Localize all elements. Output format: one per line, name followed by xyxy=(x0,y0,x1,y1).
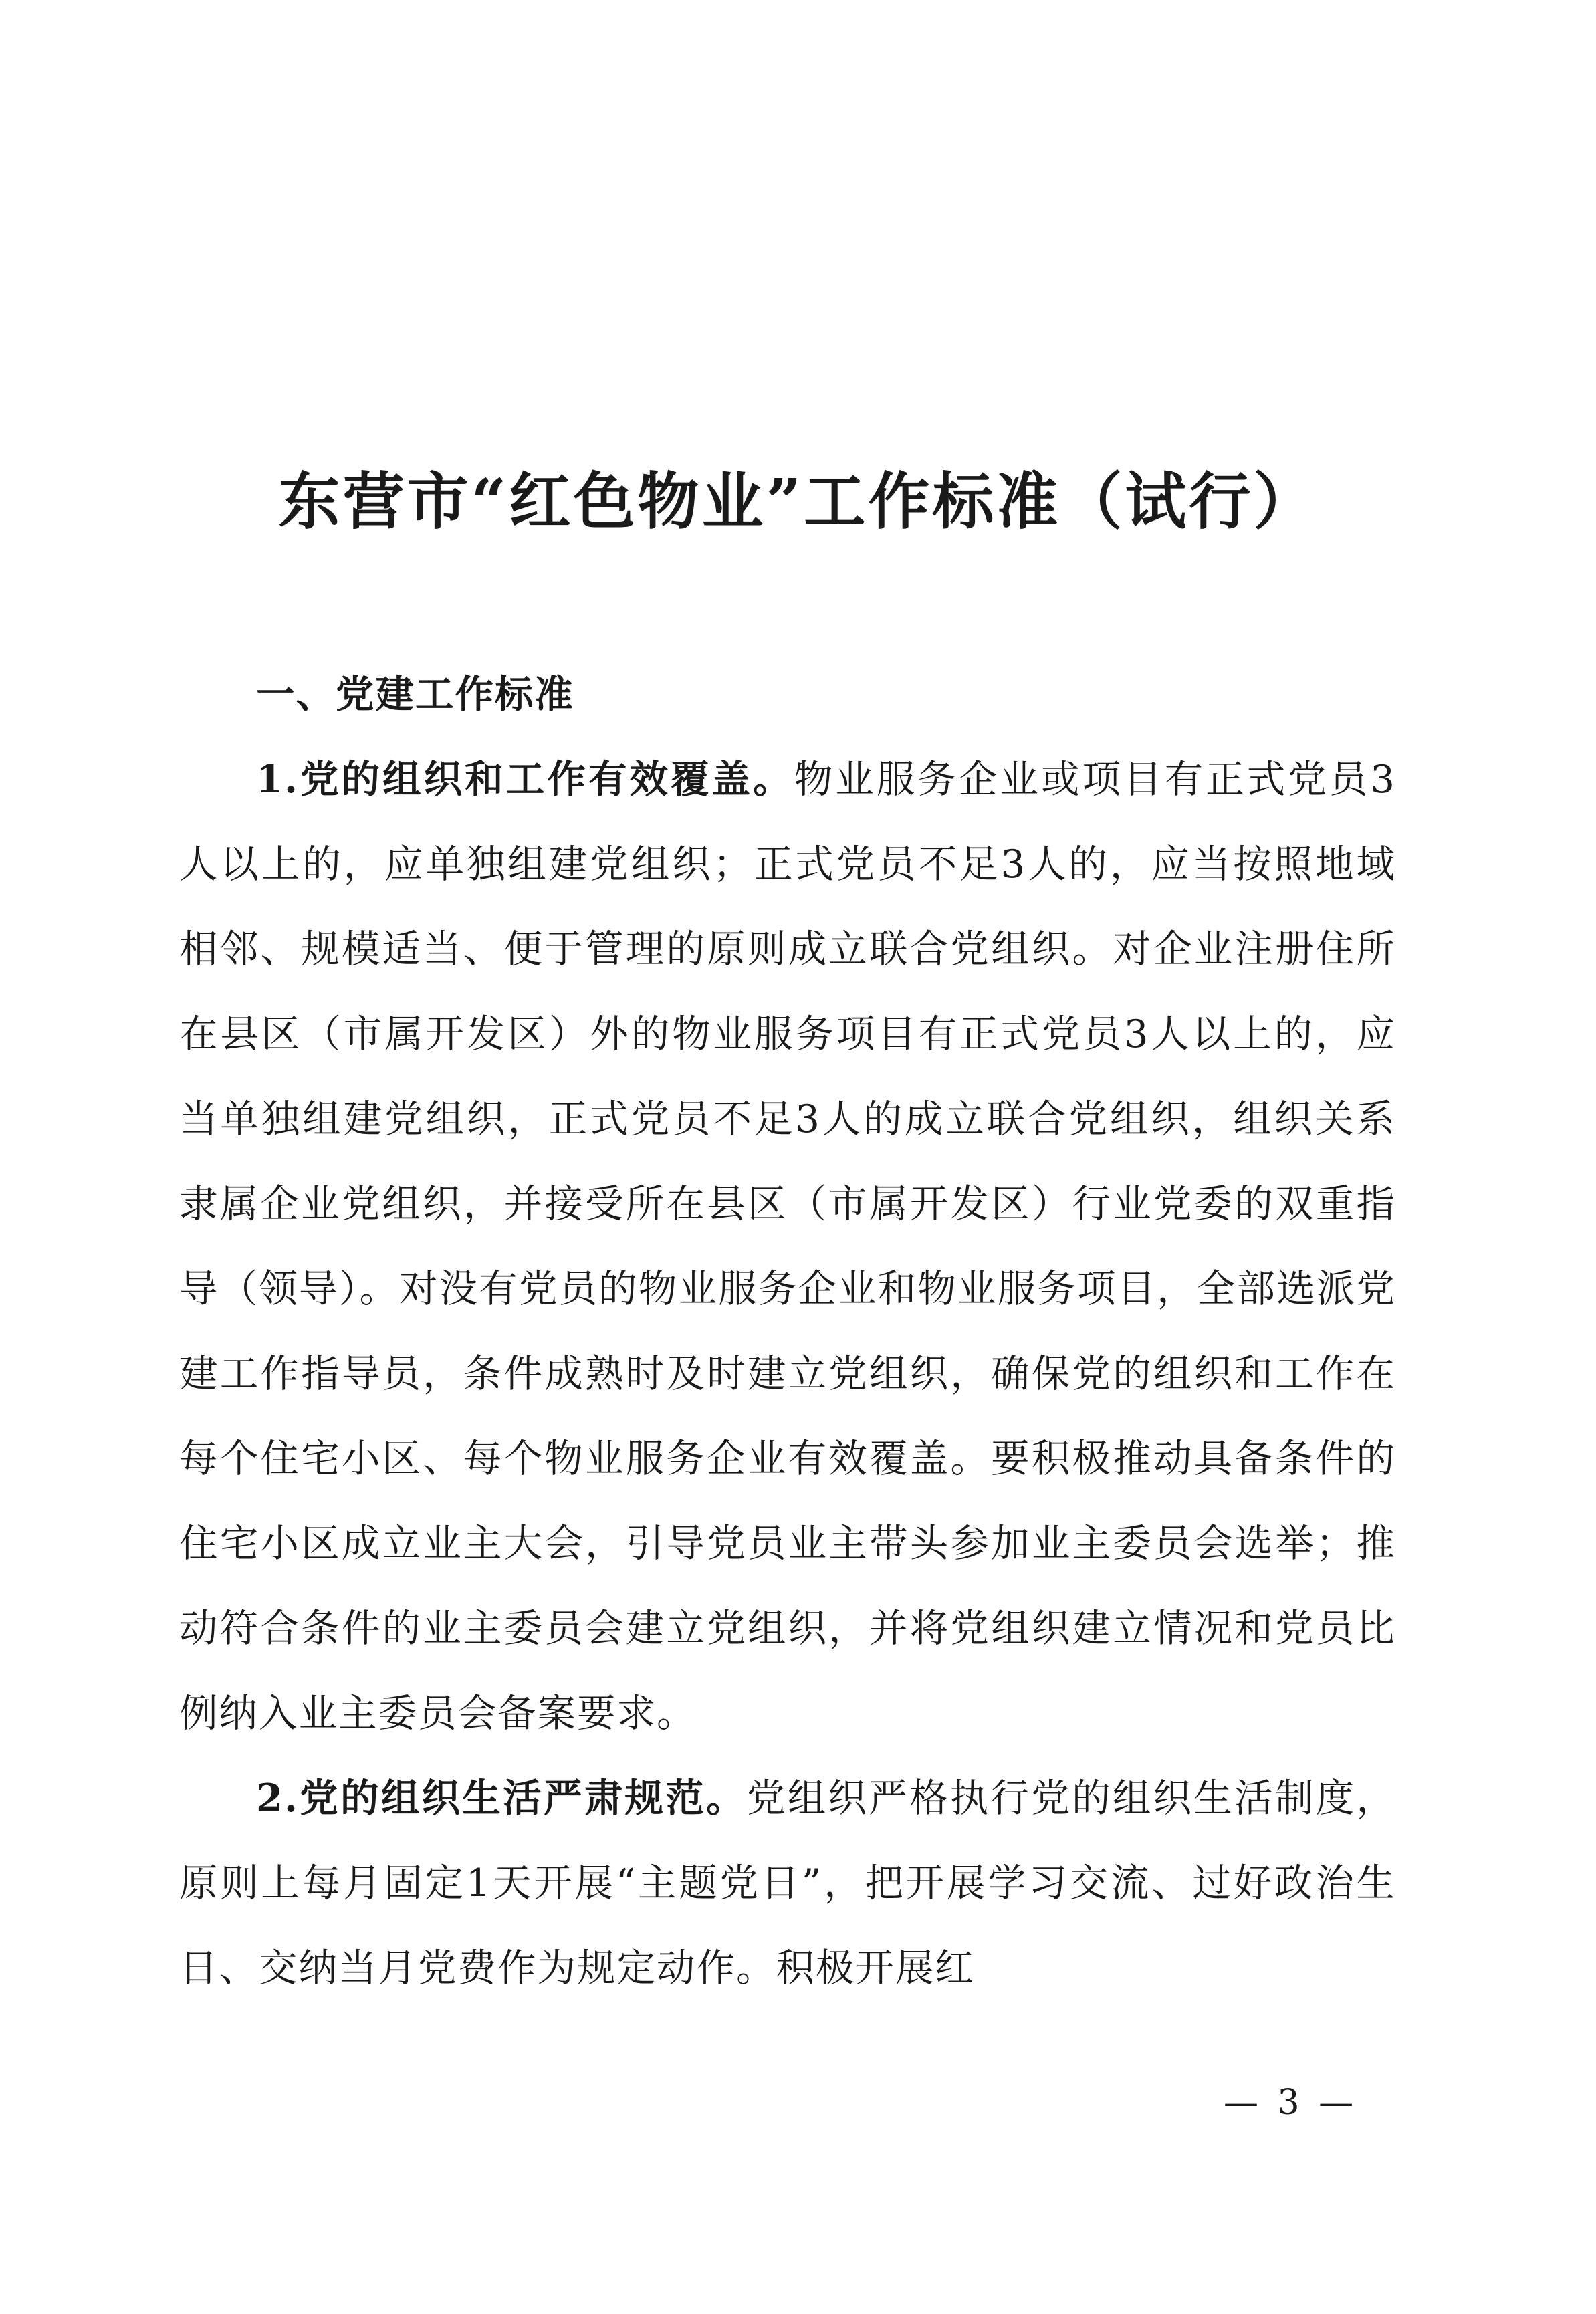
page-number: — 3 — xyxy=(1224,2083,1358,2123)
paragraph-2 xyxy=(179,1756,1396,2010)
paragraph-1 xyxy=(179,737,1396,1756)
document-title: 东营市“红色物业”工作标准（试行） xyxy=(278,465,1318,538)
document-body xyxy=(179,652,1396,2010)
section-heading: 一、党建工作标准 xyxy=(256,671,574,717)
paragraph-1-lead: 1.党的组织和工作有效覆盖。 xyxy=(256,756,794,802)
paragraph-2-text: 党组织严格执行党的组织生活制度，原则上每月固定1天开展“主题党日”，把开展学习交流、过好政治生日、交纳当月党费作为规定动作。积极开展红 xyxy=(179,1776,1397,1990)
paragraph-1-text: 物业服务企业或项目有正式党员3人以上的，应单独组建党组织；正式党员不足3人的，应当按照地域相邻、规模适当、便于管理的原则成立联合党组织。对企业注册住所在县区（市属开发区）外的物业服务项目有正式党员3人以上的，应当单独组建党组织，正式党员不足3人的成立联合党组织，组织关系隶属企业党组织，并接受所在县区（市属开发区）行业党委的双重指导（领导）。对没有党员的物业服务企业和物业服务项目，全部选派党建工作指导员，条件成熟时及时建立党组织，确保党的组织和工作在每个住宅小区、每个物业服务企业有效覆盖。要积极推动具备条件的住宅小区成立业主大会，引导党员业主带头参加业主委员会选举；推动符合条件的业主委员会建立党组织，并将党组织建立情况和党员比例纳入业主委员会备案要求。 xyxy=(179,757,1396,1736)
paragraph-2-lead: 2.党的组织生活严肃规范。 xyxy=(256,1775,747,1821)
